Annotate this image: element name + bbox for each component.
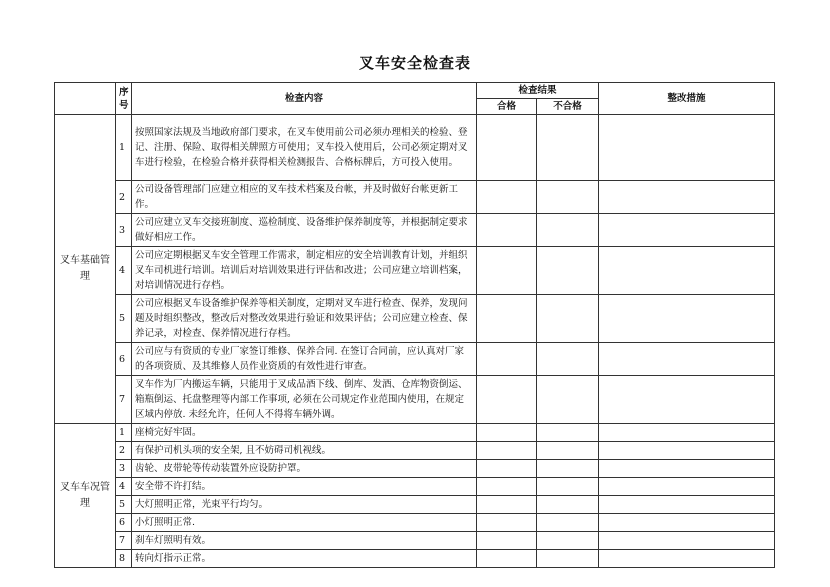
fail-cell[interactable] xyxy=(537,478,599,496)
measures-cell[interactable] xyxy=(599,514,775,532)
table-row xyxy=(55,295,775,343)
item-num: 7 xyxy=(116,532,132,550)
measures-cell[interactable] xyxy=(599,442,775,460)
item-content: 转向灯指示正常。 xyxy=(132,550,477,568)
inspection-table xyxy=(54,82,775,568)
pass-cell[interactable] xyxy=(477,424,537,442)
pass-cell[interactable] xyxy=(477,532,537,550)
table-row xyxy=(55,343,775,376)
pass-cell[interactable] xyxy=(477,442,537,460)
page-title: 叉车安全检查表 xyxy=(358,54,471,72)
table-row xyxy=(55,460,775,478)
measures-cell[interactable] xyxy=(599,214,775,247)
fail-cell[interactable] xyxy=(537,214,599,247)
header-result: 检查结果 xyxy=(477,83,599,99)
item-num: 4 xyxy=(116,478,132,496)
measures-cell[interactable] xyxy=(599,181,775,214)
header-pass: 合格 xyxy=(477,99,537,115)
item-num: 7 xyxy=(116,376,132,424)
fail-cell[interactable] xyxy=(537,496,599,514)
item-content: 安全带不许打结。 xyxy=(132,478,477,496)
fail-cell[interactable] xyxy=(537,181,599,214)
header-category xyxy=(55,83,116,115)
pass-cell[interactable] xyxy=(477,496,537,514)
measures-cell[interactable] xyxy=(599,424,775,442)
pass-cell[interactable] xyxy=(477,115,537,181)
table-row xyxy=(55,532,775,550)
measures-cell[interactable] xyxy=(599,343,775,376)
item-content: 公司应与有资质的专业厂家签订维修、保养合同. 在签订合同前，应认真对厂家的各项资质、及其维修人员作业资质的有效性进行审查。 xyxy=(132,343,477,376)
pass-cell[interactable] xyxy=(477,295,537,343)
table-row xyxy=(55,115,775,181)
item-num: 6 xyxy=(116,343,132,376)
measures-cell[interactable] xyxy=(599,496,775,514)
item-content: 齿轮、皮带轮等传动装置外应设防护罩。 xyxy=(132,460,477,478)
fail-cell[interactable] xyxy=(537,550,599,568)
item-num: 4 xyxy=(116,247,132,295)
pass-cell[interactable] xyxy=(477,478,537,496)
item-num: 6 xyxy=(116,514,132,532)
fail-cell[interactable] xyxy=(537,295,599,343)
item-content: 按照国家法规及当地政府部门要求，在叉车使用前公司必须办理相关的检验、登记、注册、保险、取得相关牌照方可使用；叉车投入使用后，公司必须定期对叉车进行检验，在检验合格并获得相关检测报告、合格标牌后，方可投入使用。 xyxy=(132,115,477,181)
fail-cell[interactable] xyxy=(537,424,599,442)
header-measures: 整改措施 xyxy=(599,83,775,115)
table-row xyxy=(55,376,775,424)
item-num: 1 xyxy=(116,424,132,442)
pass-cell[interactable] xyxy=(477,214,537,247)
item-num: 5 xyxy=(116,295,132,343)
measures-cell[interactable] xyxy=(599,478,775,496)
item-num: 1 xyxy=(116,115,132,181)
item-content: 刹车灯照明有效。 xyxy=(132,532,477,550)
item-num: 2 xyxy=(116,442,132,460)
header-fail: 不合格 xyxy=(537,99,599,115)
table-row xyxy=(55,442,775,460)
fail-cell[interactable] xyxy=(537,343,599,376)
item-content: 小灯照明正常. xyxy=(132,514,477,532)
section-label: 叉车基础管理 xyxy=(55,115,116,424)
item-content: 座椅完好牢固。 xyxy=(132,424,477,442)
item-content: 叉车作为厂内搬运车辆，只能用于叉成品酒下线、倒库、发酒、仓库物资倒运、箱瓶倒运、托盘整理等内部工作事项, 必须在公司规定作业范围内使用，在规定区域内停放. 未经允许，任何人不得将车辆外调。 xyxy=(132,376,477,424)
table-row xyxy=(55,514,775,532)
pass-cell[interactable] xyxy=(477,181,537,214)
item-num: 2 xyxy=(116,181,132,214)
item-num: 3 xyxy=(116,460,132,478)
table-row xyxy=(55,247,775,295)
measures-cell[interactable] xyxy=(599,550,775,568)
fail-cell[interactable] xyxy=(537,532,599,550)
table-row xyxy=(55,550,775,568)
item-num: 3 xyxy=(116,214,132,247)
header-num: 序号 xyxy=(116,83,132,115)
item-content: 公司设备管理部门应建立相应的叉车技术档案及台帐，并及时做好台帐更新工作。 xyxy=(132,181,477,214)
pass-cell[interactable] xyxy=(477,247,537,295)
item-content: 大灯照明正常，光束平行均匀。 xyxy=(132,496,477,514)
fail-cell[interactable] xyxy=(537,442,599,460)
pass-cell[interactable] xyxy=(477,343,537,376)
fail-cell[interactable] xyxy=(537,460,599,478)
measures-cell[interactable] xyxy=(599,460,775,478)
header-content: 检查内容 xyxy=(132,83,477,115)
pass-cell[interactable] xyxy=(477,514,537,532)
item-num: 8 xyxy=(116,550,132,568)
item-content: 公司应根据叉车设备维护保养等相关制度，定期对叉车进行检查、保养，发现问题及时组织整改，整改后对整改效果进行验证和效果评估；公司应建立检查、保养记录，对检查、保养情况进行存档。 xyxy=(132,295,477,343)
item-num: 5 xyxy=(116,496,132,514)
table-row xyxy=(55,478,775,496)
fail-cell[interactable] xyxy=(537,115,599,181)
pass-cell[interactable] xyxy=(477,460,537,478)
measures-cell[interactable] xyxy=(599,532,775,550)
measures-cell[interactable] xyxy=(599,115,775,181)
fail-cell[interactable] xyxy=(537,247,599,295)
item-content: 有保护司机头项的安全架, 且不妨碍司机视线。 xyxy=(132,442,477,460)
measures-cell[interactable] xyxy=(599,376,775,424)
table-row xyxy=(55,496,775,514)
measures-cell[interactable] xyxy=(599,247,775,295)
fail-cell[interactable] xyxy=(537,514,599,532)
item-content: 公司应建立叉车交接班制度、巡检制度、设备维护保养制度等，并根据制定要求做好相应工作。 xyxy=(132,214,477,247)
table-row xyxy=(55,181,775,214)
measures-cell[interactable] xyxy=(599,295,775,343)
section-label: 叉车车况管理 xyxy=(55,424,116,568)
table-row xyxy=(55,424,775,442)
pass-cell[interactable] xyxy=(477,550,537,568)
item-content: 公司应定期根据叉车安全管理工作需求，制定相应的安全培训教育计划，并组织叉车司机进行培训。培训后对培训效果进行评估和改进；公司应建立培训档案，对培训情况进行存档。 xyxy=(132,247,477,295)
fail-cell[interactable] xyxy=(537,376,599,424)
table-row xyxy=(55,214,775,247)
pass-cell[interactable] xyxy=(477,376,537,424)
